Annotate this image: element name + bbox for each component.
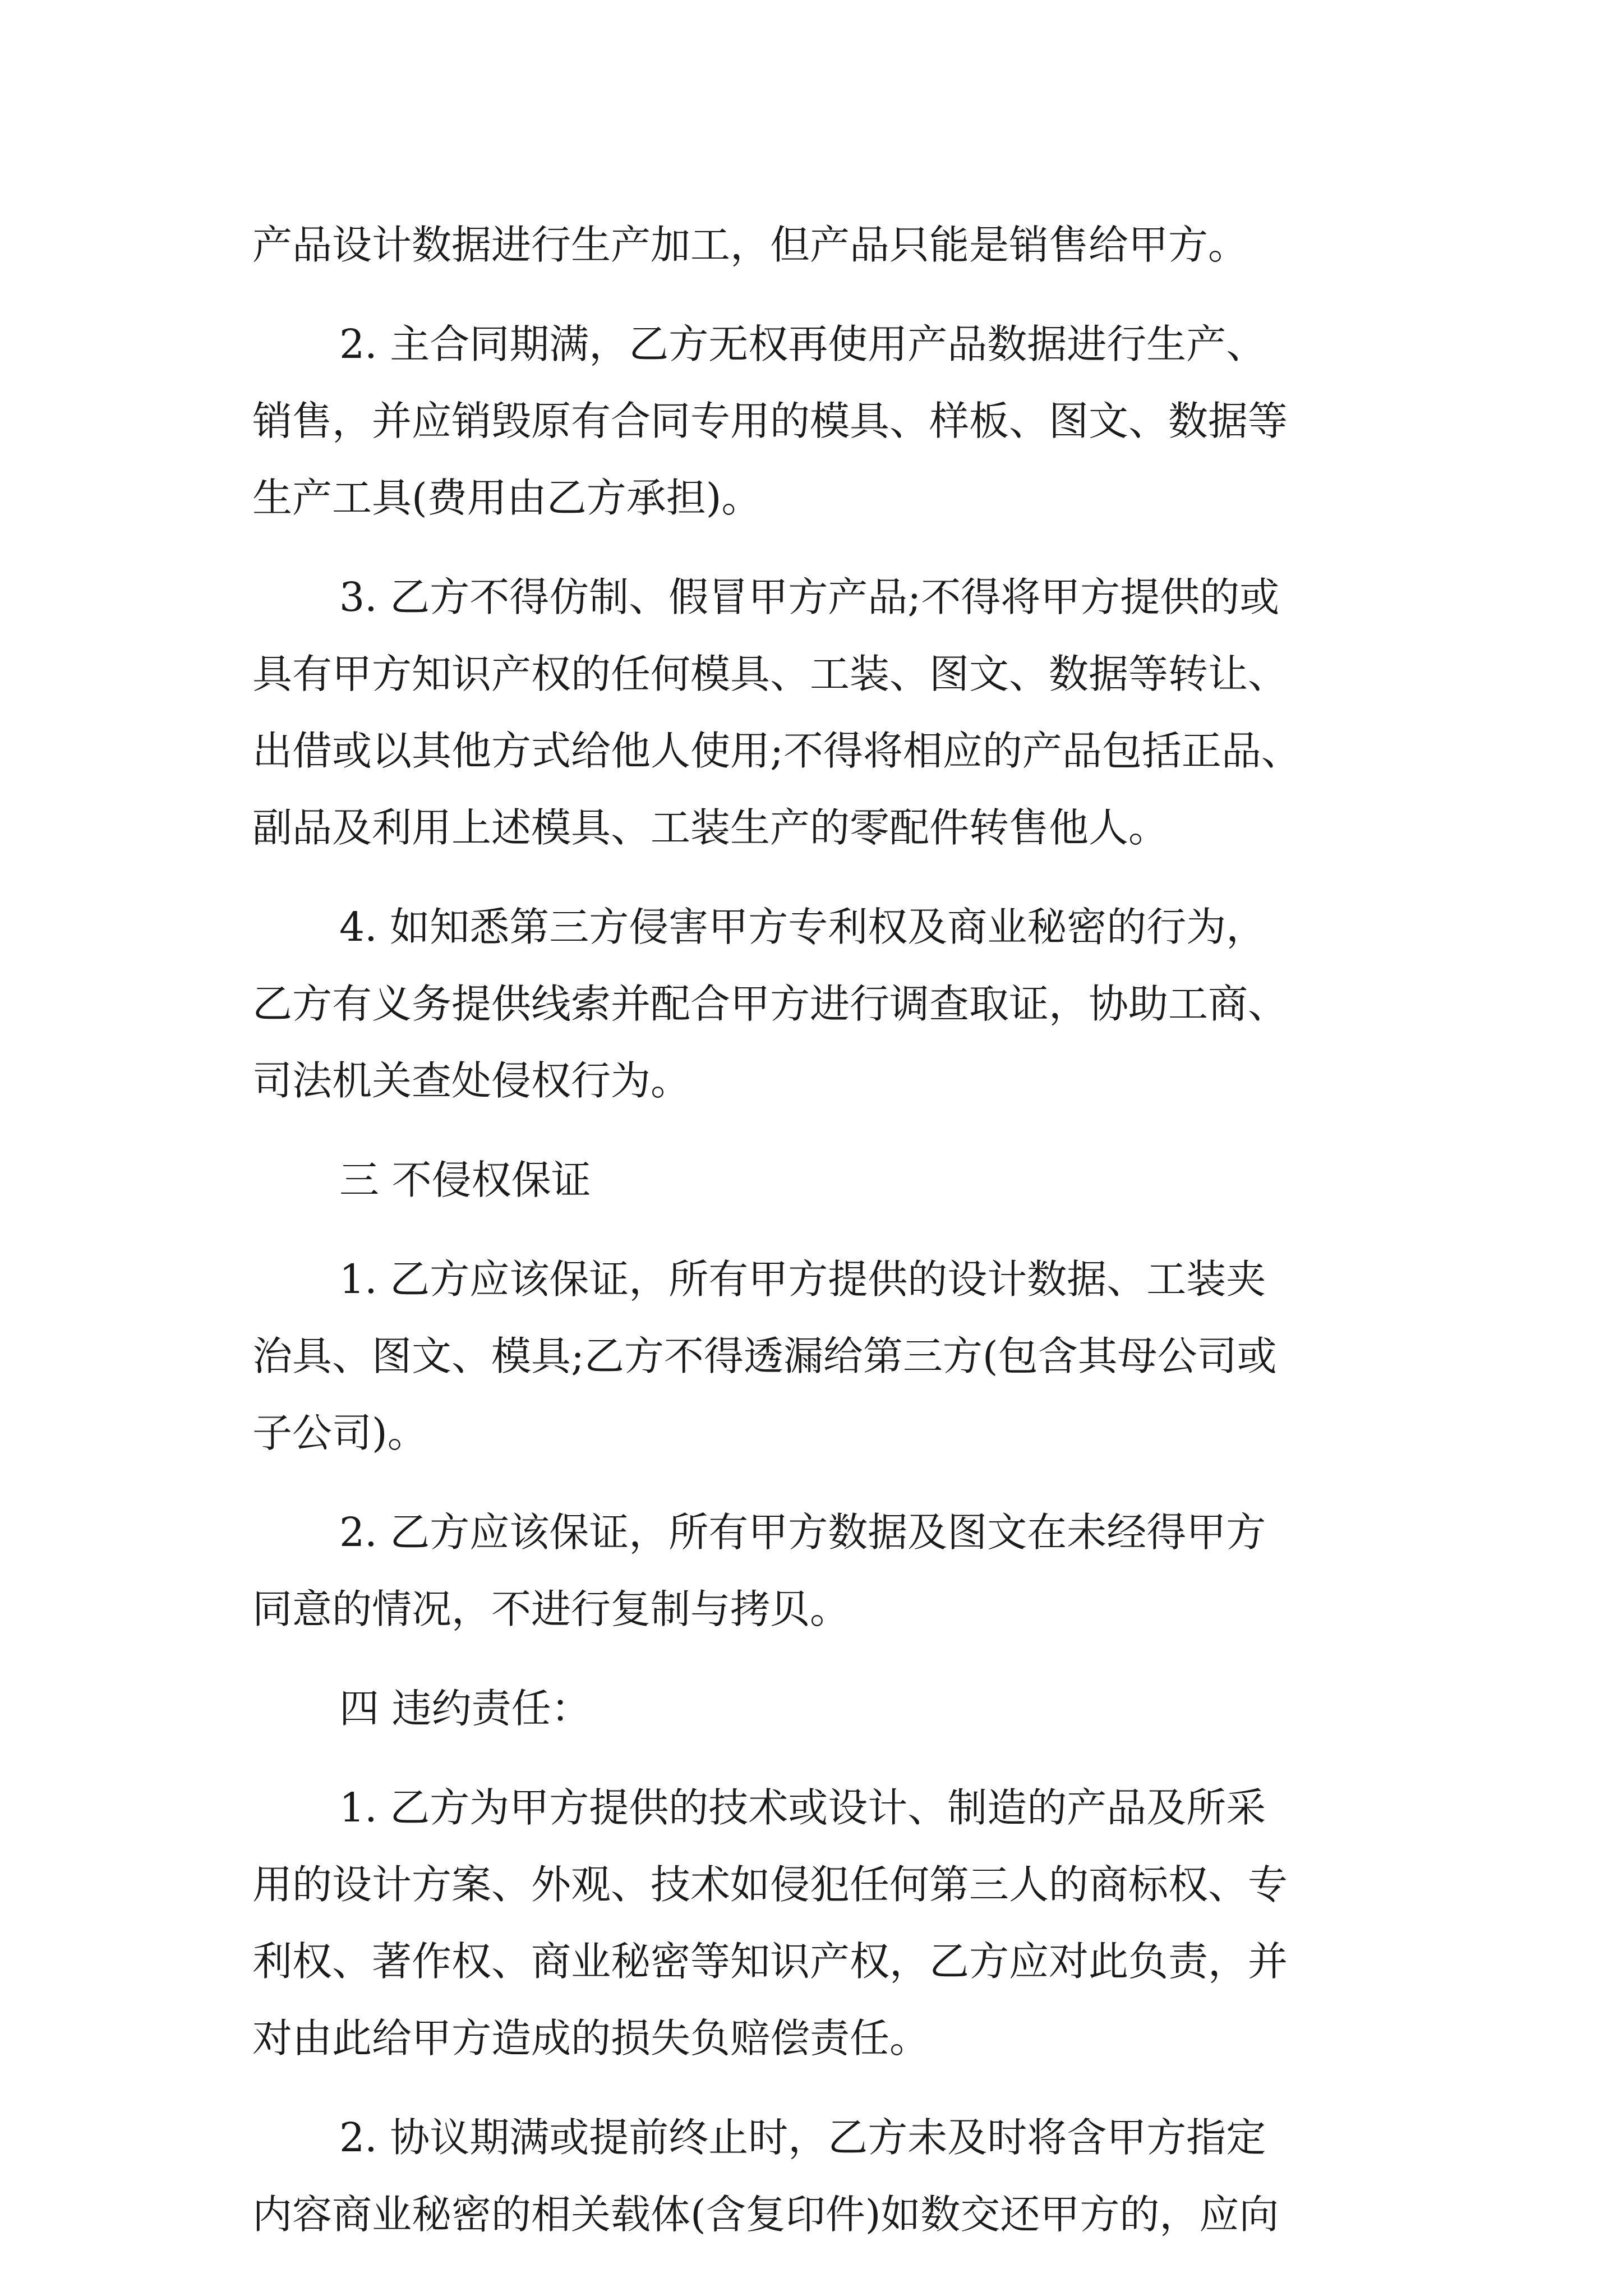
text-line: 乙方有义务提供线索并配合甲方进行调查取证，协助工商、 bbox=[252, 981, 1288, 1027]
text-line: 对由此给甲方造成的损失负赔偿责任。 bbox=[252, 2015, 930, 2062]
text-line: 用的设计方案、外观、技术如侵犯任何第三人的商标权、专 bbox=[252, 1861, 1288, 1908]
text-line: 同意的情况，不进行复制与拷贝。 bbox=[252, 1586, 850, 1632]
text-line: 子公司)。 bbox=[252, 1410, 427, 1456]
clause-3-1-line: 1. 乙方应该保证，所有甲方提供的设计数据、工装夹 bbox=[339, 1256, 1266, 1303]
text-line: 生产工具(费用由乙方承担)。 bbox=[252, 475, 762, 521]
text-line: 治具、图文、模具;乙方不得透漏给第三方(包含其母公司或 bbox=[252, 1333, 1277, 1379]
clause-3-2-line: 2. 乙方应该保证，所有甲方数据及图文在未经得甲方 bbox=[339, 1509, 1266, 1556]
text-line: 销售，并应销毁原有合同专用的模具、样板、图文、数据等 bbox=[252, 398, 1288, 444]
section-heading-4: 四 违约责任： bbox=[339, 1685, 591, 1732]
clause-4-2-line: 2. 协议期满或提前终止时，乙方未及时将含甲方指定 bbox=[339, 2114, 1266, 2161]
text-line: 副品及利用上述模具、工装生产的零配件转售他人。 bbox=[252, 804, 1169, 851]
text-line: 内容商业秘密的相关载体(含复印件)如数交还甲方的，应向 bbox=[252, 2191, 1279, 2238]
clause-4-1-line: 1. 乙方为甲方提供的技术或设计、制造的产品及所采 bbox=[339, 1784, 1266, 1831]
text-line: 具有甲方知识产权的任何模具、工装、图文、数据等转让、 bbox=[252, 651, 1288, 697]
text-line: 司法机关查处侵权行为。 bbox=[252, 1057, 691, 1104]
paragraph-4-line: 4. 如知悉第三方侵害甲方专利权及商业秘密的行为， bbox=[339, 904, 1266, 950]
text-line: 利权、著作权、商业秘密等知识产权，乙方应对此负责，并 bbox=[252, 1938, 1288, 1985]
paragraph-3-line: 3. 乙方不得仿制、假冒甲方产品;不得将甲方提供的或 bbox=[339, 574, 1280, 620]
text-line: 出借或以其他方式给他人使用;不得将相应的产品包括正品、 bbox=[252, 728, 1301, 774]
text-line: 产品设计数据进行生产加工，但产品只能是销售给甲方。 bbox=[252, 222, 1248, 268]
paragraph-2-line: 2. 主合同期满，乙方无权再使用产品数据进行生产、 bbox=[339, 321, 1266, 367]
section-heading-3: 三 不侵权保证 bbox=[339, 1157, 591, 1203]
document-body bbox=[252, 206, 1385, 2253]
